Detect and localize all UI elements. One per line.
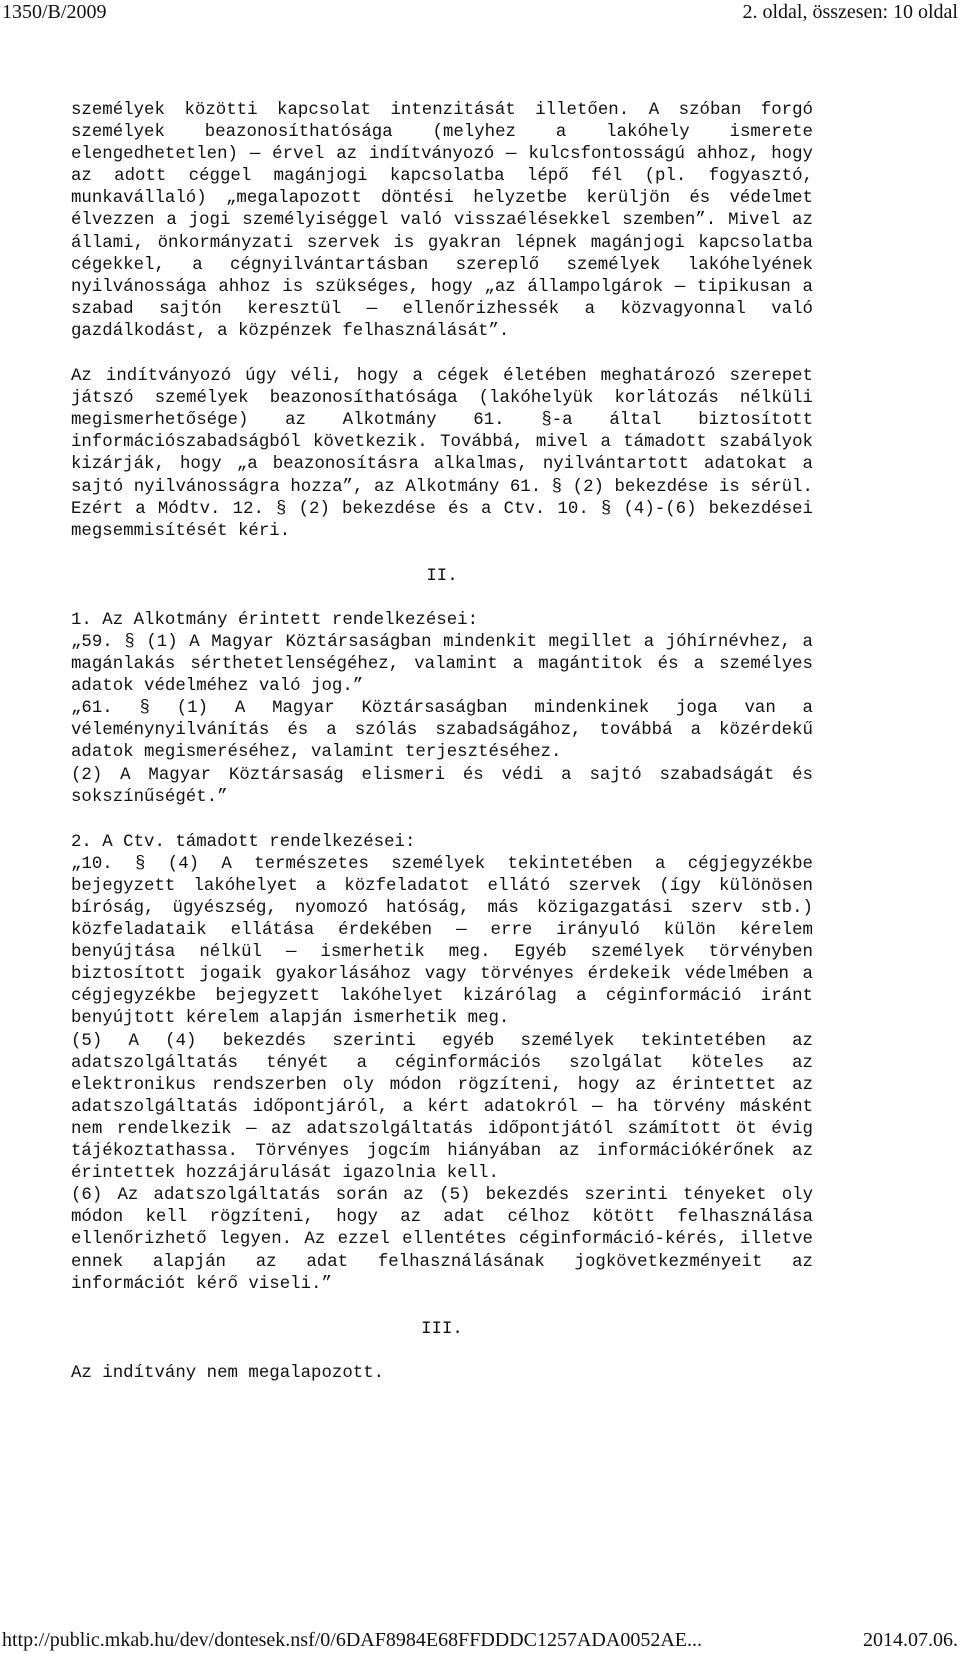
quote-section-10-4: „10. § (4) A természetes személyek tekintetében a cégjegyzékbe bejegyzett lakóhelyet a közfeladatot ellátó szervek (így különösen bíróság, ügyészség, nyomozó hatóság, más közigazgatási szerv stb.) közfeladataik ellátása érdekében — erre irányuló külön kérelem benyújtása nélkül — ismerhetik meg. Egyéb személyek törvényben biztosított jogaik gyakorlásához vagy törvényes érdekeik védelmében a cégjegyzékbe bejegyzett lakóhelyet kizárólag a céginformáció iránt benyújtott kérelem alapján ismerhetik meg. (71, 854, 813, 1029)
page-counter: 2. oldal, összesen: 10 oldal (742, 1, 958, 23)
print-date: 2014.07.06. (863, 1629, 958, 1651)
document-id: 1350/B/2009 (2, 1, 107, 23)
conclusion-line: Az indítvány nem megalapozott. (71, 1363, 385, 1383)
paragraph-petitioner-view: Az indítványozó úgy véli, hogy a cégek életében meghatározó szerepet játszó személyek beazonosíthatósága (lakóhelyük korlátozás nélküli megismerhetősége) az Alkotmány 61. §-a által biztosított információszabadságból következik. Továbbá, mivel a támadott szabályok kizárják, hogy „a beazonosításra alkalmas, nyilvántartott adatokat a sajtó nyilvánosságra hozza”, az Alkotmány 61. § (2) bekezdése is sérül. Ezért a Módtv. 12. § (2) bekezdése és a Ctv. 10. § (4)-(6) bekezdései megsemmisítését kéri. (71, 367, 813, 541)
source-url-link[interactable]: http://public.mkab.hu/dev/dontesek.nsf/0/6DAF8984E68FFDDDC1257ADA0052AE... (2, 1629, 702, 1651)
quote-article-59: „59. § (1) A Magyar Köztársaságban mindenkit megillet a jóhírnévhez, a magánlakás sérthetetlenségéhez, valamint a magántitok és a személyes adatok védelméhez való jog.” (71, 632, 813, 697)
page-header (0, 0, 960, 26)
section-heading-iii: III. (421, 1319, 463, 1339)
quote-article-61-1: „61. § (1) A Magyar Köztársaságban mindenkinek joga van a véleménynyilvánítás és a szólás szabadságához, továbbá a közérdekű adatok megismeréséhez, valamint terjesztéséhez. (71, 699, 813, 763)
quote-article-61-2: (2) A Magyar Köztársaság elismeri és védi a sajtó szabadságát és sokszínűségét.” (71, 765, 813, 807)
section-heading-ii: II. (426, 566, 458, 586)
document-body (71, 100, 813, 1385)
subsection-title-constitution: 1. Az Alkotmány érintett rendelkezései: (71, 610, 479, 630)
quote-section-10-5: (5) A (4) bekezdés szerinti egyéb személyek tekintetében az adatszolgáltatás tényét a céginformációs szolgálat köteles az elektronikus rendszerben oly módon rögzíteni, hogy az érintettet az adatszolgáltatás időpontjáról, a kért adatokról — ha törvény másként nem rendelkezik — az adatszolgáltatás időpontjától számított öt évig tájékoztathassa. Törvényes jogcím hiányában az információkérőnek az érintettek hozzájárulását igazolnia kell. (71, 1031, 813, 1184)
page-footer (0, 1628, 960, 1654)
paragraph-petitioner-argument: személyek közötti kapcsolat intenzitását illetően. A szóban forgó személyek beazonosíthatósága (melyhez a lakóhely ismerete elengedhetetlen) — érvel az indítványozó — kulcsfontosságú ahhoz, hogy az adott céggel magánjogi kapcsolatba lépő fél (pl. fogyasztó, munkavállaló) „megalapozott döntési helyzetbe kerüljön és védelmet élvezzen a jogi személyiséggel való visszaélésekkel szemben”. Mivel az állami, önkormányzati szervek is gyakran lépnek magánjogi kapcsolatba cégekkel, a cégnyilvántartásban szereplő személyek lakóhelyének nyilvánossága ahhoz is szükséges, hogy „az állampolgárok — tipikusan a szabad sajtón keresztül — ellenőrizhessék a közvagyonnal való gazdálkodást, a közpénzek felhasználását”. (71, 101, 813, 341)
quote-section-10-6: (6) Az adatszolgáltatás során az (5) bekezdés szerinti tényeket oly módon kell rögzíteni, hogy az adat célhoz kötött felhasználása ellenőrizhető legyen. Az ezzel ellentétes céginformáció-kérés, illetve ennek alapján az adat felhasználásának jogkövetkezményeit az információt kérő viseli.” (71, 1186, 813, 1294)
subsection-title-ctv: 2. A Ctv. támadott rendelkezései: (71, 832, 416, 852)
